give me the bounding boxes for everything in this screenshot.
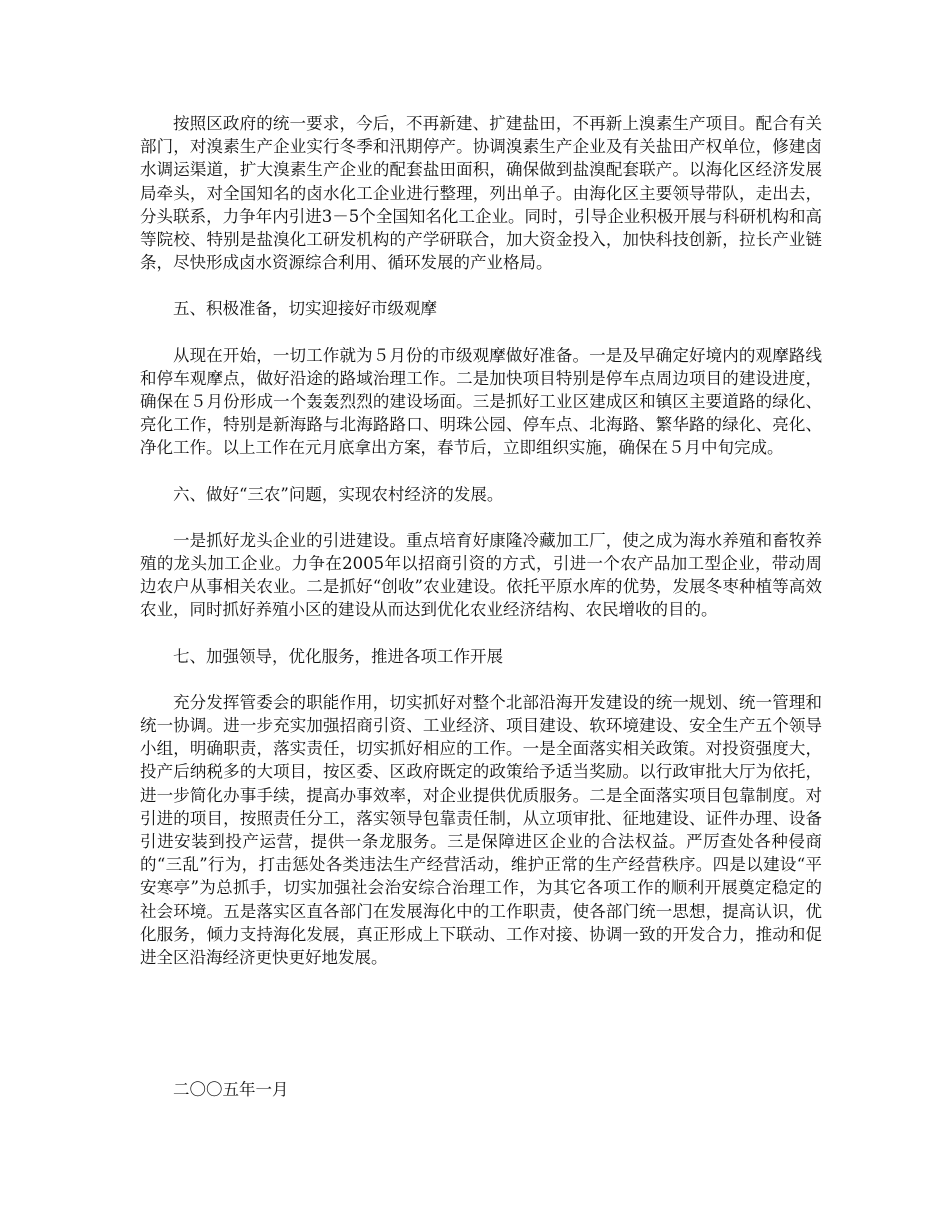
paragraph-observation-prep: 从现在开始，一切工作就为５月份的市级观摩做好准备。一是及早确定好境内的观摩路线和停车观摩点，做好沿途的路域治理工作。二是加快项目特别是停车点周边项目的建设进度，确保在５月份形成一个轰轰烈烈的建设场面。三是抓好工业区建成区和镇区主要道路的绿化、亮化工作，特别是新海路与北海路路口、明珠公园、停车点、北海路、繁华路的绿化、亮化、净化工作。以上工作在元月底拿出方案，春节后，立即组织实施，确保在５月中旬完成。 bbox=[140, 345, 822, 458]
paragraph-rural-economy: 一是抓好龙头企业的引进建设。重点培育好康隆冷藏加工厂，使之成为海水养殖和畜牧养殖的龙头加工企业。力争在2005年以招商引资的方式，引进一个农产品加工型企业，带动周边农户从事相关农业。二是抓好“创收”农业建设。依托平原水库的优势，发展冬枣种植等高效农业，同时抓好养殖小区的建设从而达到优化农业经济结构、农民增收的目的。 bbox=[140, 530, 822, 620]
paragraph-salt-bromine: 按照区政府的统一要求，今后，不再新建、扩建盐田，不再新上溴素生产项目。配合有关部门，对溴素生产企业实行冬季和汛期停产。协调溴素生产企业及有关盐田产权单位，修建卤水调运渠道，扩大溴素生产企业的配套盐田面积，确保做到盐溴配套联产。以海化区经济发展局牵头，对全国知名的卤水化工企业进行整理，列出单子。由海化区主要领导带队，走出去，分头联系，力争年内引进3－5个全国知名化工企业。同时，引导企业积极开展与科研机构和高等院校、特别是盐溴化工研发机构的产学研联合，加大资金投入，加快科技创新，拉长产业链条，尽快形成卤水资源综合利用、循环发展的产业格局。 bbox=[140, 114, 822, 273]
section-heading-six: 六、做好“三农”问题，实现农村经济的发展。 bbox=[173, 484, 504, 504]
section-heading-seven: 七、加强领导，优化服务，推进各项工作开展 bbox=[173, 646, 503, 666]
document-body bbox=[140, 112, 822, 992]
document-date: 二〇〇五年一月 bbox=[173, 1080, 289, 1099]
section-heading-five: 五、积极准备，切实迎接好市级观摩 bbox=[173, 299, 437, 319]
paragraph-leadership-service: 充分发挥管委会的职能作用，切实抓好对整个北部沿海开发建设的统一规划、统一管理和统一协调。进一步充实加强招商引资、工业经济、项目建设、软环境建设、安全生产五个领导小组，明确职责，落实责任，切实抓好相应的工作。一是全面落实相关政策。对投资强度大，投产后纳税多的大项目，按区委、区政府既定的政策给予适当奖励。以行政审批大厅为依托，进一步简化办事手续，提高办事效率，对企业提供优质服务。二是全面落实项目包靠制度。对引进的项目，按照责任分工，落实领导包靠责任制，从立项审批、征地建设、证件办理、设备引进安装到投产运营，提供一条龙服务。三是保障进区企业的合法权益。严厉查处各种侵商的“三乱”行为，打击惩处各类违法生产经营活动，维护正常的生产经营秩序。四是以建设“平安寒亭”为总抓手，切实加强社会治安综合治理工作，为其它各项工作的顺利开展奠定稳定的社会环境。五是落实区直各部门在发展海化中的工作职责，使各部门统一思想，提高认识，优化服务，倾力支持海化发展，真正形成上下联动、工作对接、协调一致的开发合力，推动和促进全区沿海经济更快更好地发展。 bbox=[140, 692, 822, 968]
